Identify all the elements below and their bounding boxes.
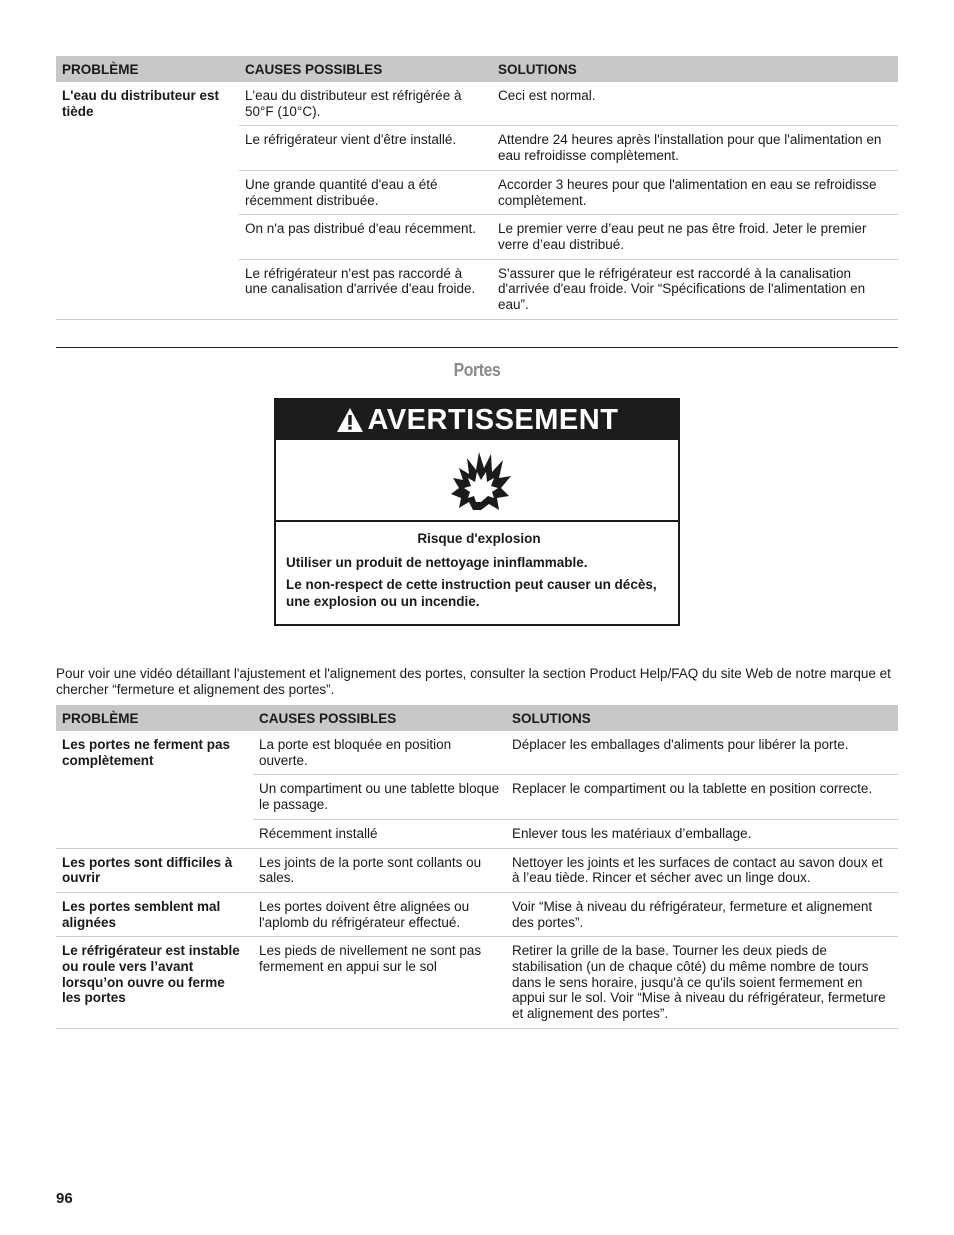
solution-cell: Retirer la grille de la base. Tourner les deux pieds de stabilisation (un de chaque côté) du même nombre de tours dans le sens horaire, jusqu'à ce qu'ils soient fermement en appui sur le sol. Voir “Mise à niveau du réfrigérateur, fermeture et alignement des portes”. bbox=[506, 937, 898, 1029]
doors-troubleshooting-table bbox=[56, 705, 898, 1029]
header-solutions: SOLUTIONS bbox=[506, 705, 898, 731]
warning-line-1: Utiliser un produit de nettoyage ininflammable. bbox=[286, 555, 588, 570]
header-causes: CAUSES POSSIBLES bbox=[253, 705, 506, 731]
header-probleme: PROBLÈME bbox=[56, 56, 239, 82]
header-probleme: PROBLÈME bbox=[56, 705, 253, 731]
problem-cell: Les portes sont difficiles à ouvrir bbox=[56, 848, 253, 892]
warning-header bbox=[276, 400, 678, 440]
solution-cell: Nettoyer les joints et les surfaces de contact au savon doux et à l’eau tiède. Rincer et sécher avec un linge doux. bbox=[506, 848, 898, 892]
cause-cell: Les pieds de nivellement ne sont pas fermement en appui sur le sol bbox=[253, 937, 506, 1029]
solution-cell: Ceci est normal. bbox=[492, 82, 898, 126]
solution-cell: Enlever tous les matériaux d’emballage. bbox=[506, 819, 898, 848]
cause-cell: Les joints de la porte sont collants ou sales. bbox=[253, 848, 506, 892]
solution-cell: Voir “Mise à niveau du réfrigérateur, fermeture et alignement des portes”. bbox=[506, 892, 898, 936]
problem-cell: Les portes semblent mal alignées bbox=[56, 892, 253, 936]
intro-paragraph: Pour voir une vidéo détaillant l'ajustement et l'alignement des portes, consulter la section Product Help/FAQ du site Web de notre marque et chercher “fermeture et alignement des portes”. bbox=[56, 666, 891, 697]
explosion-icon bbox=[449, 448, 513, 512]
cause-cell: Récemment installé bbox=[253, 819, 506, 848]
solution-cell: Replacer le compartiment ou la tablette en position correcte. bbox=[506, 775, 898, 819]
cause-cell: Le réfrigérateur vient d'être installé. bbox=[239, 126, 492, 170]
warning-triangle-icon bbox=[336, 407, 364, 433]
cause-cell: L'eau du distributeur est réfrigérée à 50°F (10°C). bbox=[239, 82, 492, 126]
page-number: 96 bbox=[56, 1190, 73, 1207]
cause-cell: Un compartiment ou une tablette bloque le passage. bbox=[253, 775, 506, 819]
cause-cell: On n'a pas distribué d'eau récemment. bbox=[239, 215, 492, 259]
warning-title: AVERTISSEMENT bbox=[367, 403, 619, 436]
cause-cell: Une grande quantité d'eau a été récemment distribuée. bbox=[239, 170, 492, 214]
header-causes: CAUSES POSSIBLES bbox=[239, 56, 492, 82]
warning-text bbox=[286, 530, 672, 615]
table-row bbox=[56, 937, 898, 1029]
warning-risk: Risque d'explosion bbox=[417, 531, 541, 546]
solution-cell: Le premier verre d’eau peut ne pas être froid. Jeter le premier verre d’eau distribué. bbox=[492, 215, 898, 259]
solution-cell: Attendre 24 heures après l'installation pour que l'alimentation en eau refroidisse complètement. bbox=[492, 126, 898, 170]
section-title: Portes bbox=[453, 360, 501, 380]
warning-box bbox=[274, 398, 680, 626]
problem-cell: Le réfrigérateur est instable ou roule vers l’avant lorsqu’on ouvre ou ferme les portes bbox=[56, 937, 253, 1029]
solution-cell: Accorder 3 heures pour que l'alimentation en eau se refroidisse complètement. bbox=[492, 170, 898, 214]
table-header-row bbox=[56, 705, 898, 731]
table-row bbox=[56, 892, 898, 936]
table-header-row bbox=[56, 56, 898, 82]
problem-cell: L'eau du distributeur est tiède bbox=[56, 82, 239, 319]
section-divider bbox=[56, 347, 898, 348]
problem-cell: Les portes ne ferment pas complètement bbox=[56, 731, 253, 848]
cause-cell: Le réfrigérateur n'est pas raccordé à une canalisation d'arrivée d'eau froide. bbox=[239, 259, 492, 319]
table-row bbox=[56, 731, 898, 775]
header-solutions: SOLUTIONS bbox=[492, 56, 898, 82]
table-row bbox=[56, 82, 898, 126]
water-troubleshooting-table bbox=[56, 56, 898, 320]
warning-line-2: Le non-respect de cette instruction peut causer un décès, une explosion ou un incendie. bbox=[286, 577, 657, 609]
solution-cell: Déplacer les emballages d'aliments pour libérer la porte. bbox=[506, 731, 898, 775]
table-row bbox=[56, 848, 898, 892]
explosion-icon-area bbox=[276, 440, 678, 522]
cause-cell: La porte est bloquée en position ouverte. bbox=[253, 731, 506, 775]
solution-cell: S'assurer que le réfrigérateur est raccordé à la canalisation d'arrivée d'eau froide. Voir “Spécifications de l'alimentation en eau”. bbox=[492, 259, 898, 319]
cause-cell: Les portes doivent être alignées ou l'aplomb du réfrigérateur effectué. bbox=[253, 892, 506, 936]
